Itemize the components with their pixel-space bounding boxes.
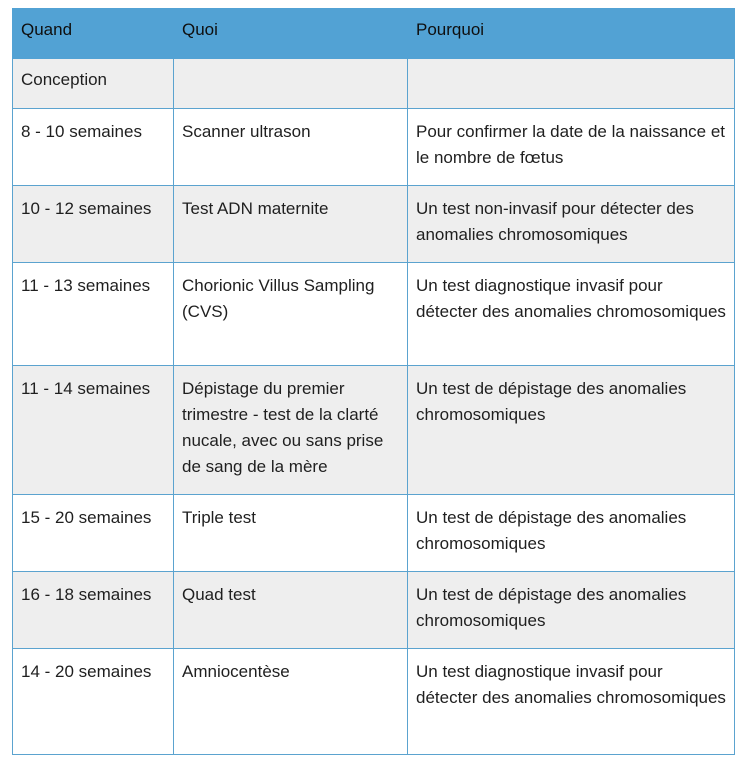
cell-why: Un test diagnostique invasif pour détecter des anomalies chromosomiques: [408, 649, 735, 755]
cell-why: Un test non-invasif pour détecter des anomalies chromosomiques: [408, 186, 735, 263]
table-row: [13, 109, 735, 186]
cell-what: Test ADN maternite: [174, 186, 408, 263]
cell-what: Quad test: [174, 572, 408, 649]
cell-when: 11 - 13 semaines: [13, 263, 174, 366]
table-row: [13, 649, 735, 755]
cell-what: Scanner ultrason: [174, 109, 408, 186]
cell-why: Un test de dépistage des anomalies chromosomiques: [408, 495, 735, 572]
cell-what: Triple test: [174, 495, 408, 572]
table-row: [13, 572, 735, 649]
table-row: [13, 186, 735, 263]
cell-why: Un test de dépistage des anomalies chromosomiques: [408, 366, 735, 495]
cell-what: Amniocentèse: [174, 649, 408, 755]
header-why: Pourquoi: [408, 9, 735, 59]
table-row: [13, 59, 735, 109]
cell-when: 14 - 20 semaines: [13, 649, 174, 755]
table-row: [13, 495, 735, 572]
header-what: Quoi: [174, 9, 408, 59]
header-when: Quand: [13, 9, 174, 59]
cell-why: Un test de dépistage des anomalies chromosomiques: [408, 572, 735, 649]
cell-when: 15 - 20 semaines: [13, 495, 174, 572]
cell-why: [408, 59, 735, 109]
cell-when: 10 - 12 semaines: [13, 186, 174, 263]
table-row: [13, 366, 735, 495]
table-header-row: [13, 9, 735, 59]
cell-what: Chorionic Villus Sampling (CVS): [174, 263, 408, 366]
prenatal-tests-table: [12, 8, 735, 755]
cell-when: 8 - 10 semaines: [13, 109, 174, 186]
cell-when: 16 - 18 semaines: [13, 572, 174, 649]
prenatal-tests-table-container: [12, 8, 734, 755]
cell-what: [174, 59, 408, 109]
cell-when: Conception: [13, 59, 174, 109]
cell-when: 11 - 14 semaines: [13, 366, 174, 495]
cell-why: Pour confirmer la date de la naissance et le nombre de fœtus: [408, 109, 735, 186]
cell-why: Un test diagnostique invasif pour détecter des anomalies chromosomiques: [408, 263, 735, 366]
cell-what: Dépistage du premier trimestre - test de la clarté nucale, avec ou sans prise de sang de la mère: [174, 366, 408, 495]
table-row: [13, 263, 735, 366]
